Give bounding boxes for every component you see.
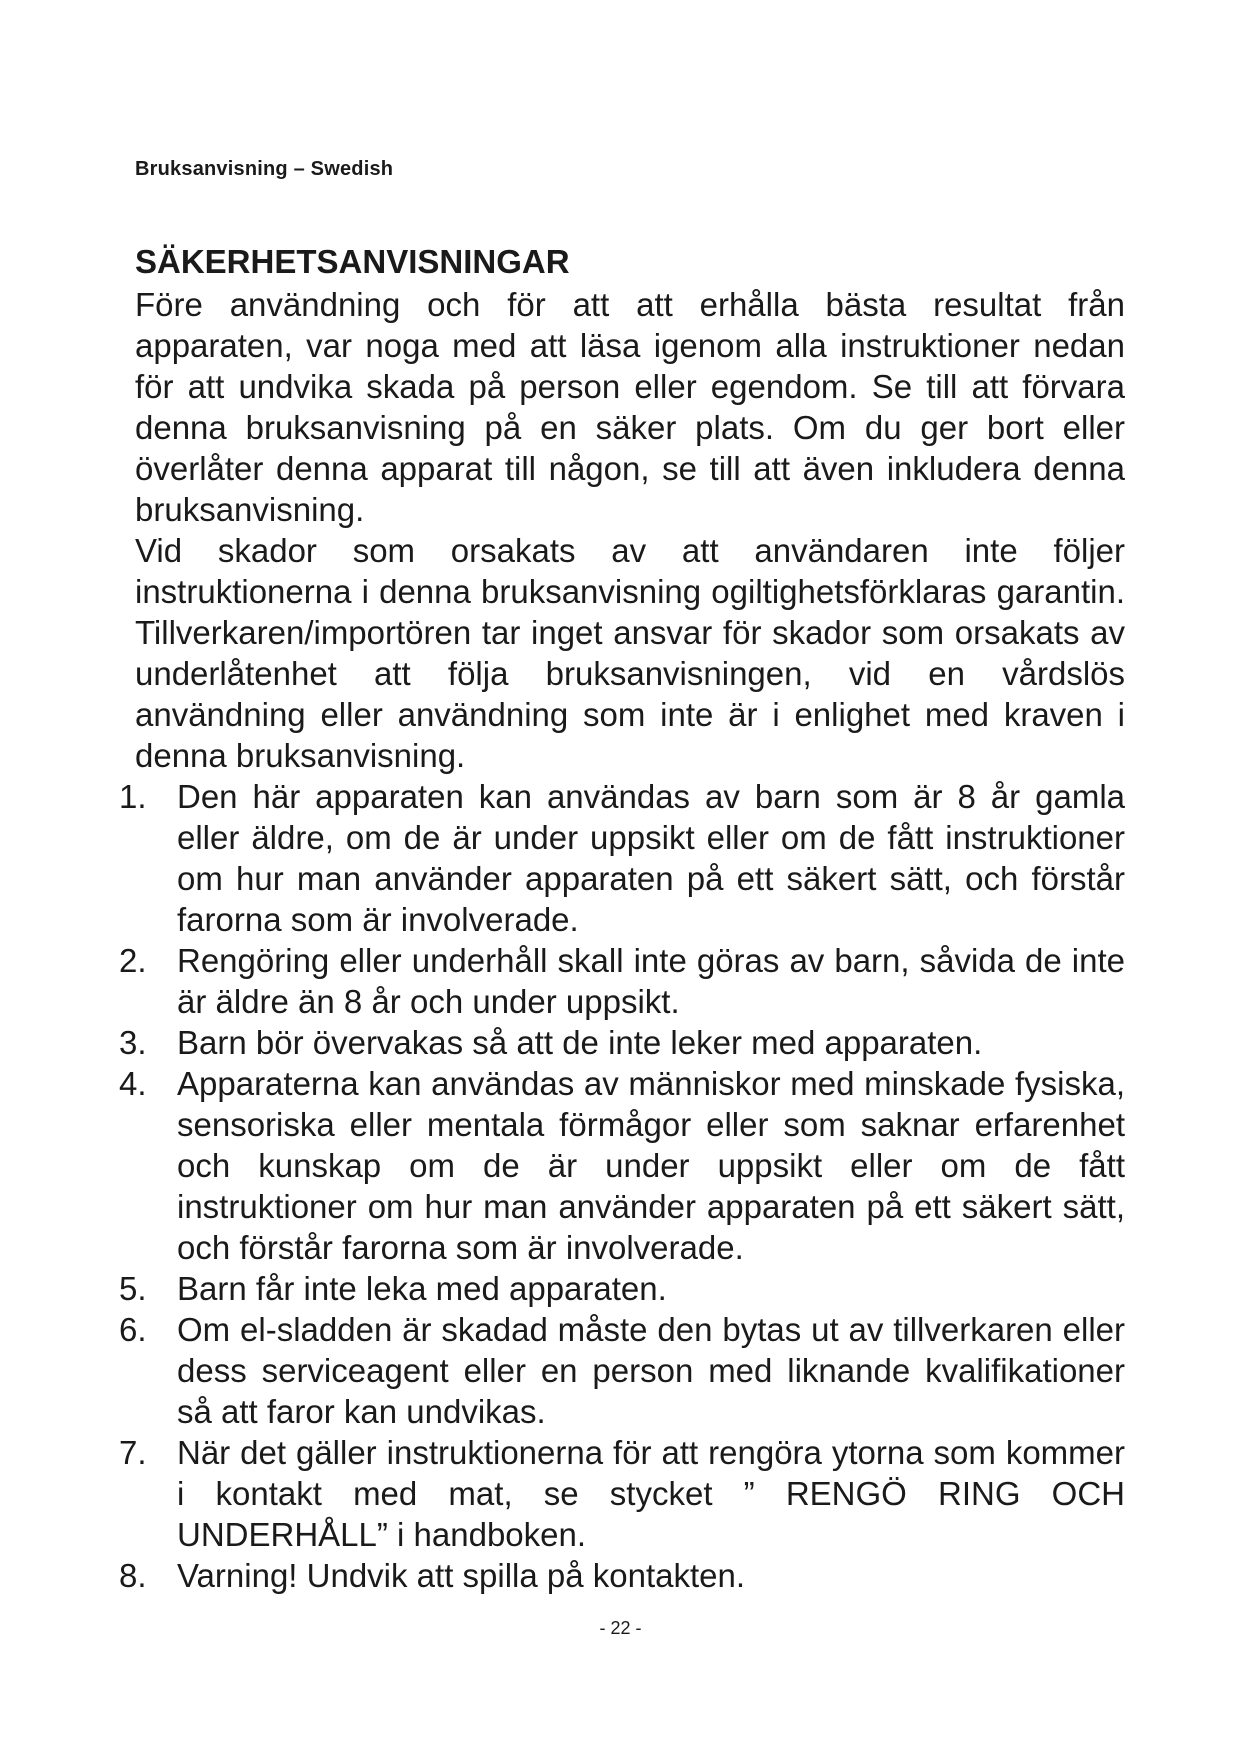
list-item-number: 3. [119, 1024, 147, 1061]
list-item-text: När det gäller instruktionerna för att rengöra ytorna som kommer i kontakt med mat, se stycket ” RENGÖ RING OCH UNDERHÅLL” i handboken. [177, 1434, 1125, 1553]
list-item-number: 8. [119, 1557, 147, 1594]
list-item [119, 1268, 1125, 1309]
list-item-text: Barn får inte leka med apparaten. [177, 1270, 667, 1307]
list-item-number: 7. [119, 1434, 147, 1471]
list-item-number: 4. [119, 1065, 147, 1102]
list-item [119, 1022, 1125, 1063]
list-item [119, 776, 1125, 940]
list-item [119, 1063, 1125, 1268]
list-item-number: 2. [119, 942, 147, 979]
list-item-text: Varning! Undvik att spilla på kontakten. [177, 1557, 746, 1594]
safety-instruction-list [119, 776, 1125, 1596]
list-item [119, 1555, 1125, 1596]
list-item-number: 6. [119, 1311, 147, 1348]
list-item [119, 1432, 1125, 1555]
list-item-text: Rengöring eller underhåll skall inte göras av barn, såvida de inte är äldre än 8 år och under uppsikt. [177, 942, 1125, 1020]
page-number: - 22 - [599, 1618, 642, 1638]
list-item-text: Den här apparaten kan användas av barn som är 8 år gamla eller äldre, om de är under uppsikt eller om de fått instruktioner om hur man använder apparaten på ett säkert sätt, och förstår farorna som är involverade. [177, 778, 1125, 938]
list-item-text: Om el-sladden är skadad måste den bytas ut av tillverkaren eller dess serviceagent eller en person med liknande kvalifikationer så att faror kan undvikas. [177, 1311, 1125, 1430]
intro-paragraph: Före användning och för att att erhålla bästa resultat från apparaten, var noga med att läsa igenom alla instruktioner nedan för att undvika skada på person eller egendom. Se till att förvara denna bruksanvisning på en säker plats. Om du ger bort eller överlåter denna apparat till någon, se till att även inkludera denna bruksanvisning. [135, 286, 1125, 528]
section-title: SÄKERHETSANVISNINGAR [135, 243, 570, 280]
warranty-paragraph: Vid skador som orsakats av att användaren inte följer instruktionerna i denna bruksanvisning ogiltighetsförklaras garantin. Tillverkaren/importören tar inget ansvar för skador som orsakats av underlåtenhet att följa bruksanvisningen, vid en vårdslös användning eller användning som inte är i enlighet med kraven i denna bruksanvisning. [135, 532, 1125, 774]
list-item-text: Apparaterna kan användas av människor med minskade fysiska, sensoriska eller mentala förmågor eller som saknar erfarenhet och kunskap om de är under uppsikt eller om de fått instruktioner om hur man använder apparaten på ett säkert sätt, och förstår farorna som är involverade. [177, 1065, 1125, 1266]
list-item-text: Barn bör övervakas så att de inte leker med apparaten. [177, 1024, 983, 1061]
document-body [119, 240, 1125, 1596]
list-item [119, 940, 1125, 1022]
list-item-number: 5. [119, 1270, 147, 1307]
document-header-label: Bruksanvisning – Swedish [135, 158, 394, 180]
list-item [119, 1309, 1125, 1432]
list-item-number: 1. [119, 778, 147, 815]
